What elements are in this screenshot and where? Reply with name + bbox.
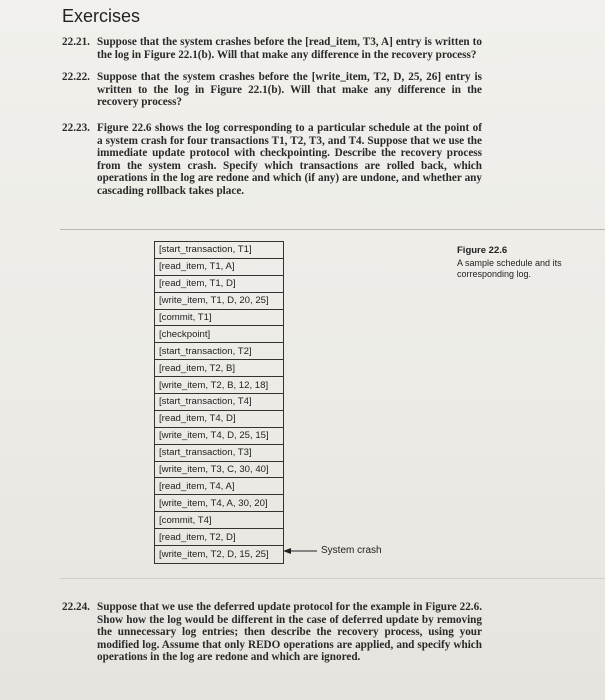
- figure-caption: A sample schedule and its corresponding log.: [457, 258, 562, 279]
- log-entry: [read_item, T2, D]: [155, 529, 283, 546]
- exercise-22-24: [62, 601, 482, 664]
- log-entry: [write_item, T2, D, 15, 25]: [159, 548, 269, 560]
- figure-title: Figure 22.6: [457, 245, 508, 256]
- exercise-text: Suppose that we use the deferred update protocol for the example in Figure 22.6. Show how the log would be different in the case of deferred update by removing the unnecessary log entries; then describe the recovery process, using your modified log. Assume that only REDO operations are applied, and specify which operations in the log are redone and which are ignored.: [97, 601, 482, 664]
- exercise-text: Suppose that the system crashes before the [read_item, T3, A] entry is written to the log in Figure 22.1(b). Will that make any difference in the recovery process?: [97, 36, 482, 61]
- exercise-22-22: [62, 71, 482, 109]
- exercise-number: 22.24.: [62, 601, 90, 613]
- log-entry: [read_item, T4, A]: [155, 478, 283, 495]
- log-entry: [read_item, T1, A]: [155, 259, 283, 276]
- log-entry: [read_item, T4, D]: [155, 411, 283, 428]
- section-heading: Exercises: [62, 6, 141, 26]
- log-entry: [start_transaction, T2]: [155, 343, 283, 360]
- log-entry: [read_item, T1, D]: [155, 276, 283, 293]
- log-entry: [start_transaction, T1]: [155, 242, 283, 259]
- exercise-number: 22.22.: [62, 71, 90, 83]
- log-entry: [write_item, T4, A, 30, 20]: [155, 495, 283, 512]
- exercise-text: Suppose that the system crashes before the [write_item, T2, D, 25, 26] entry is written to the log in Figure 22.1(b). Will that make any difference in the recovery process?: [97, 71, 482, 109]
- log-entry: [write_item, T2, B, 12, 18]: [155, 377, 283, 394]
- log-entry: [write_item, T4, D, 25, 15]: [155, 428, 283, 445]
- log-entry: [start_transaction, T3]: [155, 445, 283, 462]
- exercise-22-23: [62, 122, 482, 198]
- log-entry: [commit, T1]: [155, 310, 283, 327]
- exercise-number: 22.23.: [62, 122, 90, 134]
- exercise-number: 22.21.: [62, 36, 90, 48]
- log-entry: [read_item, T2, B]: [155, 360, 283, 377]
- section-divider: [60, 229, 605, 230]
- system-crash-label: System crash: [321, 545, 382, 556]
- log-entry: [write_item, T1, D, 20, 25]: [155, 293, 283, 310]
- arrow-left-icon: [283, 547, 317, 555]
- log-table: [154, 241, 284, 564]
- log-entry: [write_item, T3, C, 30, 40]: [155, 462, 283, 479]
- section-divider: [60, 578, 605, 579]
- log-entry: [commit, T4]: [155, 512, 283, 529]
- exercise-22-21: [62, 36, 482, 61]
- exercise-text: Figure 22.6 shows the log corresponding to a particular schedule at the point of a system crash for four transactions T1, T2, T3, and T4. Suppose that we use the immediate update protocol with checkpointing. Describe the recovery process from the system crash. Specify which transactions are rolled back, which operations in the log are redone and which (if any) are undone, and whether any cascading rollback takes place.: [97, 122, 482, 197]
- log-entry: [start_transaction, T4]: [155, 394, 283, 411]
- log-entry: [checkpoint]: [155, 326, 283, 343]
